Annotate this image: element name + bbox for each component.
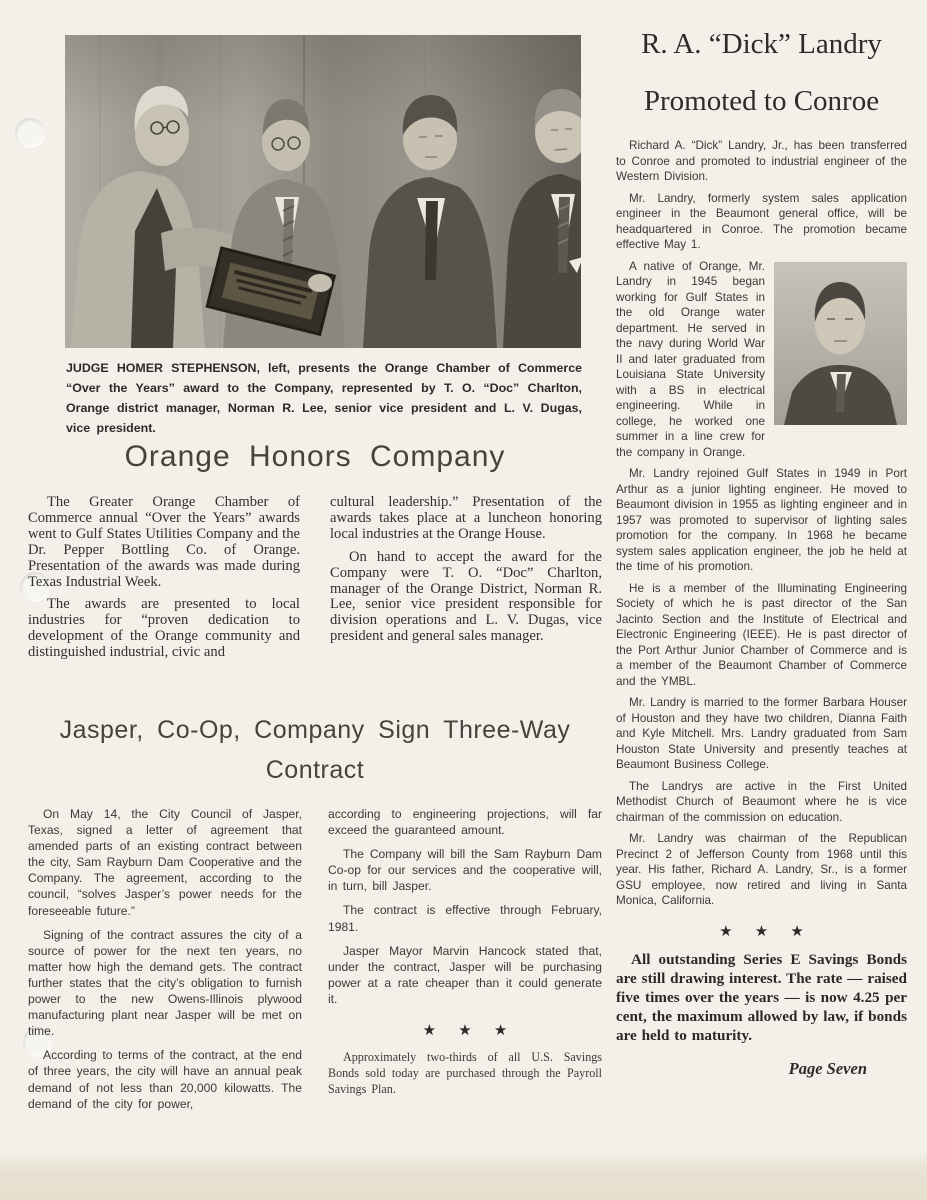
article-paragraph: according to engineering projections, will far exceed the guaranteed amount. (328, 807, 602, 838)
jasper-article-title (28, 711, 602, 790)
article-paragraph: The contract is effective through February, 1981. (328, 903, 602, 934)
landry-portrait-photo (774, 262, 907, 425)
landry-article-body (616, 138, 907, 909)
orange-article-title: Orange Honors Company (124, 440, 506, 473)
jasper-title-line-2: Sign Three-Way Contract (265, 716, 571, 784)
article-paragraph: The Company will bill the Sam Rayburn Dam Co-op for our services and the cooperative will, in turn, bill Jasper. (328, 847, 602, 894)
jasper-article (28, 711, 602, 1120)
landry-article-title (616, 28, 907, 118)
landry-article (616, 28, 907, 1079)
article-paragraph: He is a member of the Illuminating Engineering Society of which he is past director of the San Jacinto Section and the Institute of Electrical and Electronic Engineering (IEEE). He is past director of the Port Arthur Junior Chamber of Commerce and is a member of the Beaumont Chamber of Commerce and the YMBL. (616, 581, 907, 688)
article-paragraph: Signing of the contract assures the city of a source of power for the next ten years, no matter how high the demand gets. The contract further states that the city’s obligation to furnish power to the new Owens-Illinois plywood manufacturing plant near Jasper will be met on time. (28, 927, 302, 1039)
article-paragraph: On May 14, the City Council of Jasper, Texas, signed a letter of agreement that amended parts of an existing contract between the city, Sam Rayburn Dam Cooperative and the Company. The agreement, according to the council, “solves Jasper’s power needs for the foreseeable future.” (28, 807, 302, 918)
punch-hole (15, 118, 45, 148)
jasper-article-column-1 (28, 806, 302, 1120)
jasper-title-line-1: Jasper, Co-Op, Company (59, 716, 365, 744)
award-photo (65, 35, 581, 348)
landry-title-line-2: Promoted to Conroe (643, 85, 880, 117)
article-paragraph: Mr. Landry, formerly system sales application engineer in the Beaumont general office, will be headquartered in Conroe. The promotion became effective May 1. (616, 191, 907, 251)
article-paragraph: According to terms of the contract, at the end of three years, the city will have an annual peak demand of not less than 20,000 kilowatts. The demand of the city for power, (28, 1048, 302, 1111)
landry-title-line-1: R. A. “Dick” Landry (641, 28, 882, 60)
scan-edge-shading (0, 1150, 927, 1200)
photo-caption: JUDGE HOMER STEPHENSON, left, presents the Orange Chamber of Commerce “Over the Years” award to the Company, represented by T. O. “Doc” Charlton, Orange district manager, Norman R. Lee, senior vice president and L. V. Dugas, vice president. (66, 361, 582, 436)
article-paragraph: Richard A. “Dick” Landry, Jr., has been transferred to Conroe and promoted to industrial engineer of the Western Division. (616, 139, 907, 183)
stars-separator: ★ ★ ★ (422, 1022, 508, 1040)
stars-separator: ★ ★ ★ (719, 922, 804, 940)
series-e-bonds-note: All outstanding Series E Savings Bonds are still drawing interest. The rate — raised five times over the years — is now 4.25 per cent, the maximum allowed by law, if bonds are held to maturity. (616, 950, 907, 1044)
article-paragraph: The awards are presented to local industries for “proven dedication to development of the Orange community and distinguished industrial, civic and (28, 596, 300, 661)
jasper-article-column-2 (328, 806, 602, 1120)
article-paragraph: Mr. Landry was chairman of the Republican Precinct 2 of Jefferson County from 1968 until this year. His father, Richard A. Landry, Sr., is a former GSU employee, now retired and living in Santa Monica, California. (616, 832, 907, 907)
jasper-article-columns (28, 806, 602, 1120)
article-paragraph: Mr. Landry rejoined Gulf States in 1949 in Port Arthur as a junior lighting engineer. He moved to Beaumont division in 1955 as lighting engineer and in 1957 was promoted to supervisor of lighting sales promotion for the company. In 1968 he became system sales application engineer, the job he held at the time of his promotion. (616, 467, 907, 573)
article-paragraph: cultural leadership.” Presentation of the awards takes place at a luncheon honoring local industries at the Orange House. (330, 494, 602, 542)
award-photo-illustration (65, 35, 581, 348)
article-paragraph: On hand to accept the award for the Company were T. O. “Doc” Charlton, manager of the Orange District, Norman R. Lee, senior vice president responsible for division operations and L. V. Dugas, vice president and general sales manager. (330, 548, 602, 645)
landry-portrait-illustration (774, 262, 907, 425)
article-paragraph: A native of Orange, Mr. Landry in 1945 began working for Gulf States in the old Orange water department. He served in the navy during World War II and later graduated from Louisiana State University with a BS in electrical engineering. While in college, he worked one summer in a line crew for the company in Orange. (616, 259, 765, 459)
article-paragraph: Mr. Landry is married to the former Barbara Houser of Houston and they have two children, Dianna Faith and Kyle Mitchell. Mrs. Landry graduated from Sam Houston State University and presently teaches at Beaumont Business College. (616, 696, 907, 771)
article-paragraph: The Greater Orange Chamber of Commerce annual “Over the Years” awards went to Gulf States Utilities Company and the Dr. Pepper Bottling Co. of Orange. Presentation of the awards was made during Texas Industrial Week. (28, 494, 300, 590)
savings-bonds-note: Approximately two-thirds of all U.S. Savings Bonds sold today are purchased through the Payroll Savings Plan. (328, 1050, 602, 1097)
orange-article (28, 440, 602, 668)
orange-article-columns (28, 495, 602, 668)
article-paragraph: The Landrys are active in the First United Methodist Church of Beaumont where he is vice chairman of the commission on education. (616, 779, 907, 824)
page-number-label: Page Seven (788, 1058, 867, 1078)
orange-article-column-2 (330, 495, 602, 668)
orange-article-column-1 (28, 495, 300, 668)
article-paragraph: Jasper Mayor Marvin Hancock stated that, under the contract, Jasper will be purchasing power at a rate cheaper than it could generate it. (328, 943, 602, 1006)
